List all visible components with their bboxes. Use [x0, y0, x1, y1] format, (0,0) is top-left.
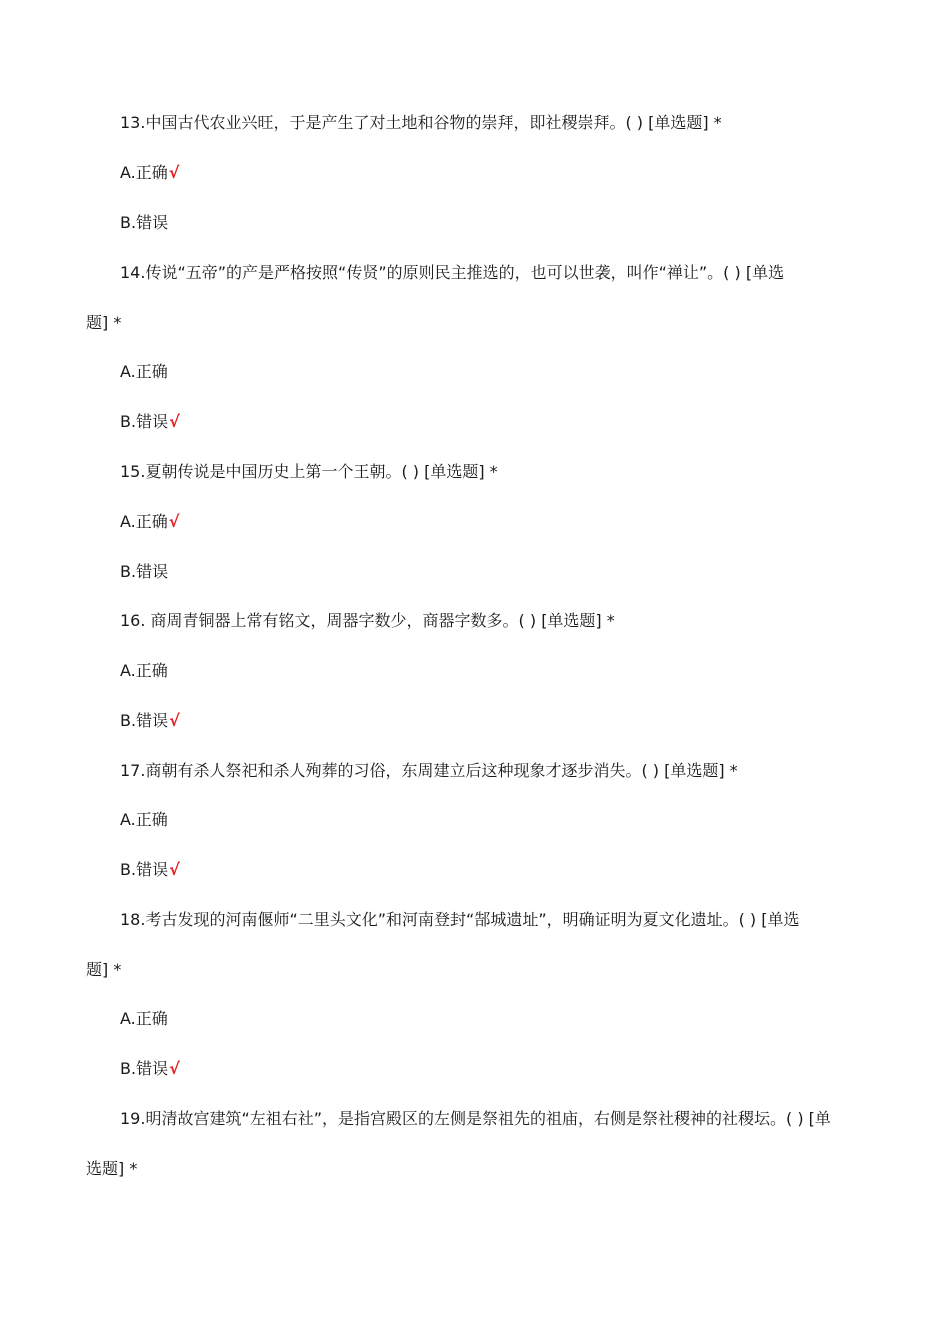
question-15: 15.夏朝传说是中国历史上第一个王朝。( ) [单选题] *: [120, 462, 498, 481]
option-14-b[interactable]: [120, 412, 180, 432]
option-label: A.正确: [120, 512, 168, 531]
option-13-b[interactable]: [120, 213, 168, 233]
option-label: B.错误: [120, 860, 169, 879]
option-14-a[interactable]: [120, 362, 168, 382]
option-label: A.正确: [120, 1009, 168, 1028]
question-19: 19.明清故宫建筑“左祖右社”，是指宫殿区的左侧是祭祖先的祖庙，右侧是祭社稷神的社稷坛。( ) [单: [120, 1109, 831, 1128]
check-icon: √: [169, 1059, 180, 1078]
question-14: 14.传说“五帝”的产是严格按照“传贤”的原则民主推选的，也可以世袭，叫作“禅让”。( ) [单选: [120, 263, 785, 282]
check-icon: √: [169, 711, 180, 730]
option-label: A.正确: [120, 362, 168, 381]
option-16-b[interactable]: [120, 711, 180, 731]
question-18: 18.考古发现的河南偃师“二里头文化”和河南登封“郜城遗址”，明确证明为夏文化遗址。( ) [单选: [120, 910, 800, 929]
question-18-continued: 题] *: [86, 960, 122, 979]
option-label: B.错误: [120, 1059, 169, 1078]
option-17-a[interactable]: [120, 810, 168, 830]
question-19-continued: 选题] *: [86, 1159, 138, 1178]
question-17: 17.商朝有杀人祭祀和杀人殉葬的习俗，东周建立后这种现象才逐步消失。( ) [单选题] *: [120, 761, 738, 780]
question-16: 16. 商周青铜器上常有铭文，周器字数少，商器字数多。( ) [单选题] *: [120, 611, 615, 630]
option-15-b[interactable]: [120, 562, 168, 582]
option-18-b[interactable]: [120, 1059, 180, 1079]
option-label: A.正确: [120, 163, 168, 182]
option-15-a[interactable]: [120, 512, 179, 532]
option-13-a[interactable]: [120, 163, 179, 183]
question-14-continued: 题] *: [86, 313, 122, 332]
option-label: B.错误: [120, 562, 169, 581]
option-label: A.正确: [120, 810, 168, 829]
check-icon: √: [169, 860, 180, 879]
option-label: B.错误: [120, 412, 169, 431]
check-icon: √: [168, 163, 180, 182]
check-icon: √: [169, 412, 180, 431]
option-16-a[interactable]: [120, 661, 168, 681]
option-17-b[interactable]: [120, 860, 180, 880]
option-18-a[interactable]: [120, 1009, 168, 1029]
option-label: A.正确: [120, 661, 168, 680]
option-label: B.错误: [120, 711, 169, 730]
question-13: 13.中国古代农业兴旺，于是产生了对土地和谷物的崇拜，即社稷崇拜。( ) [单选题] *: [120, 113, 722, 132]
check-icon: √: [168, 512, 180, 531]
option-label: B.错误: [120, 213, 169, 232]
